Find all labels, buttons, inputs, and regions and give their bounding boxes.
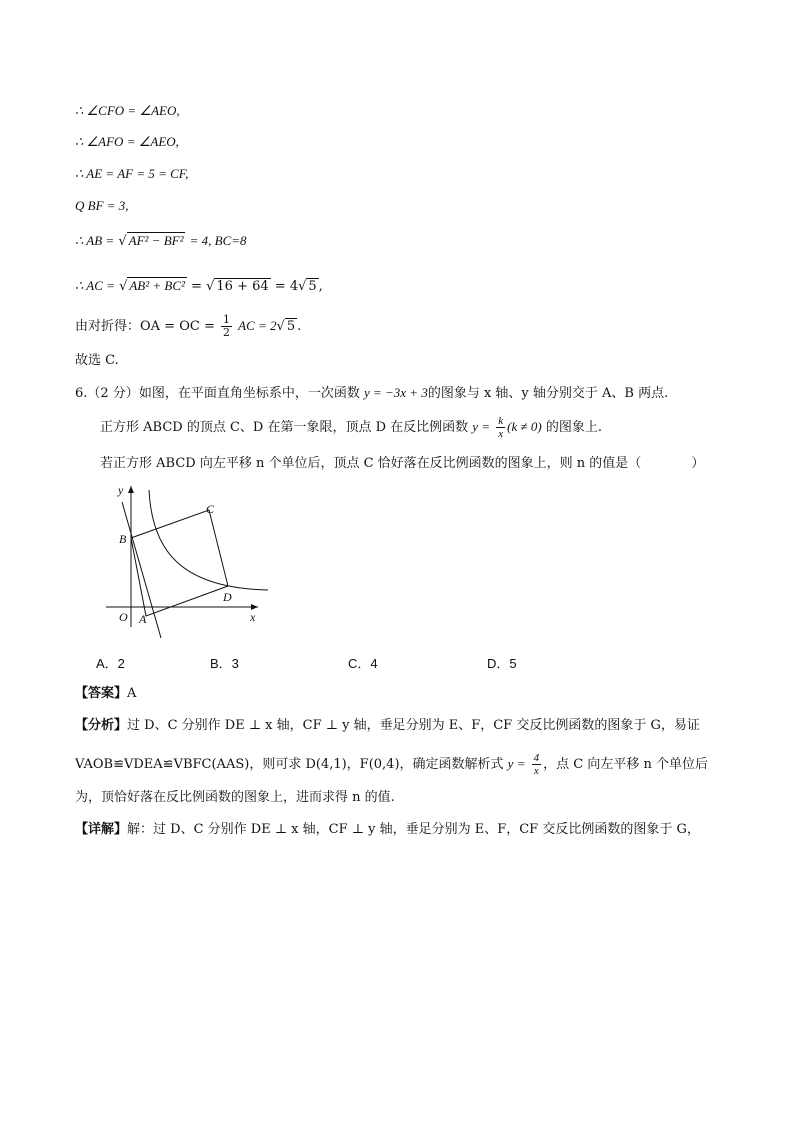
proof-line-5-suffix: = 4, BC=8	[189, 233, 247, 248]
detail-line	[75, 820, 700, 840]
proof-line-3: ∴ AE = AF = 5 = CF,	[75, 166, 189, 181]
proof-line-7	[75, 314, 301, 339]
question-text-2b: 的图象上.	[545, 420, 602, 435]
proof-line-6	[75, 276, 323, 297]
fraction-denominator: x	[498, 428, 504, 440]
fraction-numerator: 1	[222, 313, 230, 326]
analysis-line-1	[75, 716, 700, 736]
square-abcd	[131, 510, 228, 616]
analysis-text-2b: ，点 C 向左平移 n 个单位后	[543, 757, 708, 772]
y-axis-arrow	[128, 486, 134, 493]
label-o: O	[119, 610, 128, 624]
question-text-1a: 如图，在平面直角坐标系中，一次函数	[138, 386, 360, 401]
sqrt-sign: √	[118, 234, 127, 249]
analysis-line-3: 为，顶恰好落在反比例函数的图象上，进而求得 n 的值.	[75, 790, 395, 805]
linear-function: y = −3x + 3	[363, 385, 428, 400]
proof-line-4: Q BF = 3,	[75, 198, 129, 213]
question-line-2	[100, 415, 602, 440]
label-d: D	[223, 590, 232, 604]
fraction-denominator: 2	[222, 326, 230, 339]
label-x: x	[250, 610, 256, 624]
proof-line-6-radicand-2: 16 + 64	[216, 279, 269, 294]
fraction	[221, 314, 232, 339]
proof-line-6-mid: =	[191, 279, 202, 294]
analysis-line-2	[75, 752, 708, 777]
option-d: D．5	[487, 656, 517, 671]
detail-tag: 【详解】	[75, 822, 128, 837]
reciprocal-function-y: y =	[472, 419, 491, 434]
option-a: A．2	[96, 656, 125, 671]
proof-line-8: 故选 C.	[75, 353, 119, 368]
question-line-3	[100, 454, 704, 474]
fraction-denominator: x	[533, 765, 539, 777]
option-b: B．3	[210, 656, 239, 671]
analysis-y: y =	[507, 756, 526, 771]
proof-line-6-prefix: ∴ AC =	[75, 278, 115, 293]
fraction	[496, 415, 505, 440]
label-y: y	[118, 483, 124, 497]
proof-line-7-mid: AC = 2	[238, 318, 277, 333]
coordinate-figure	[100, 480, 280, 630]
answer-value: A	[127, 686, 137, 701]
fraction-numerator: 4	[533, 752, 540, 764]
sqrt-sign: √	[298, 279, 307, 294]
analysis-text-1: 过 D、C 分别作 DE ⊥ x 轴，CF ⊥ y 轴，垂足分别为 E、F，CF 交反比例函数的图象于 G，易证	[127, 718, 700, 733]
proof-line-6-eq: = 4	[274, 279, 299, 294]
question-text-3b: ）	[691, 456, 705, 471]
proof-line-6-end: ,	[318, 279, 323, 294]
question-text-2a: 正方形 ABCD 的顶点 C、D 在第一象限，顶点 D 在反比例函数	[100, 420, 469, 435]
sqrt-sign: √	[276, 319, 285, 334]
label-b: B	[119, 532, 127, 546]
analysis-tag: 【分析】	[75, 718, 128, 733]
fraction-numerator: k	[498, 415, 504, 427]
question-text-1b: 的图象与 x 轴、y 轴分别交于 A、B 两点.	[427, 386, 669, 401]
answer-line	[75, 684, 136, 704]
proof-line-2: ∴ ∠AFO = ∠AEO,	[75, 134, 179, 149]
proof-line-1: ∴ ∠CFO = ∠AEO,	[75, 103, 180, 118]
proof-line-7-prefix: 由对折得：OA = OC =	[75, 319, 215, 334]
label-c: C	[206, 502, 215, 516]
proof-line-6-radicand-3: 5	[308, 279, 317, 294]
sqrt-sign: √	[206, 279, 215, 294]
detail-text: 解：过 D、C 分别作 DE ⊥ x 轴，CF ⊥ y 轴，垂足分别为 E、F，CF 交反比例函数的图象于 G，	[127, 822, 700, 837]
question-text-3a: 若正方形 ABCD 向左平移 n 个单位后，顶点 C 恰好落在反比例函数的图象上，则 n 的值是（	[100, 456, 642, 471]
proof-line-6-radicand-1: AB² + BC²	[129, 278, 185, 293]
answer-tag: 【答案】	[75, 686, 128, 701]
analysis-text-2a: VAOB≌VDEA≌VBFC(AAS)，则可求 D(4,1)，F(0,4)，确定函数解析式	[75, 757, 504, 772]
label-a: A	[139, 612, 147, 626]
proof-line-7-end: .	[297, 319, 302, 334]
fraction	[532, 752, 542, 777]
proof-line-7-radicand: 5	[286, 319, 296, 334]
proof-line-5-prefix: ∴ AB =	[75, 233, 115, 248]
option-c: C．4	[348, 656, 378, 671]
condition: (k ≠ 0)	[507, 419, 542, 434]
proof-line-5-radicand: AF² − BF²	[128, 233, 184, 248]
proof-line-5	[75, 231, 247, 252]
question-number: 6.（2 分）	[75, 386, 139, 401]
question-line-1	[75, 383, 668, 404]
sqrt-sign: √	[119, 279, 128, 294]
